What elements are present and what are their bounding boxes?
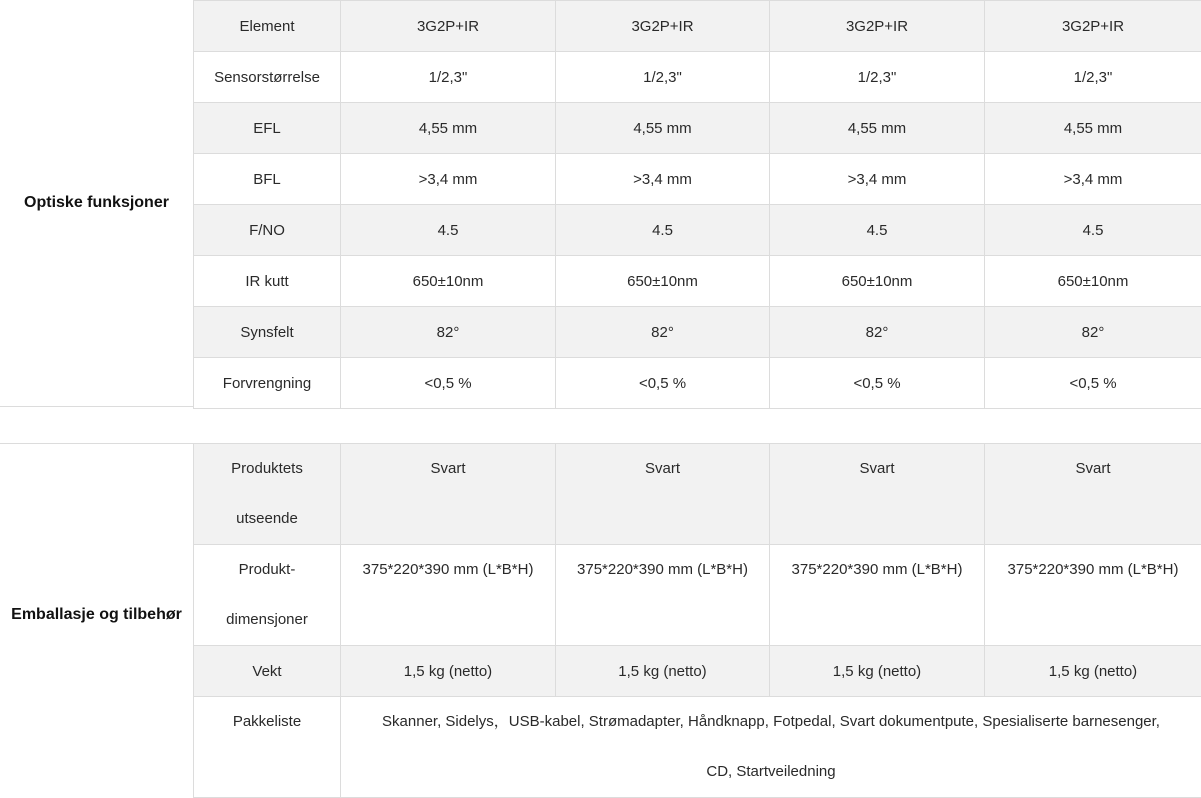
row-label-line: Produkt- [194,545,340,595]
row-label: Synsfelt [194,307,341,358]
table-row [194,52,1201,103]
table-cell: 3G2P+IR [556,1,770,52]
row-label: Sensorstørrelse [194,52,341,103]
table-cell: 3G2P+IR [985,1,1201,52]
table-row [194,444,1201,545]
package-list-line: CD, Startveiledning [345,747,1197,797]
table-cell: 1,5 kg (netto) [985,646,1201,697]
table-cell: 3G2P+IR [341,1,556,52]
table-cell: <0,5 % [985,358,1201,409]
table-cell: 82° [985,307,1201,358]
table-cell: >3,4 mm [341,154,556,205]
table-cell: 3G2P+IR [770,1,985,52]
table-row [194,1,1201,52]
row-label: F/NO [194,205,341,256]
table-row [194,256,1201,307]
row-label: Element [194,1,341,52]
table-cell: 650±10nm [985,256,1201,307]
table-cell: 1,5 kg (netto) [341,646,556,697]
table-cell: 82° [341,307,556,358]
table-row [194,103,1201,154]
table-cell: 82° [770,307,985,358]
table-row [194,154,1201,205]
table-cell: <0,5 % [556,358,770,409]
table-row [194,358,1201,409]
table-cell: 1/2,3" [985,52,1201,103]
table-row [194,307,1201,358]
table-cell: 1/2,3" [341,52,556,103]
table-cell: 375*220*390 mm (L*B*H) [556,545,770,646]
table-cell: 1,5 kg (netto) [556,646,770,697]
table-cell: >3,4 mm [556,154,770,205]
table-cell: 4.5 [341,205,556,256]
table-cell: Svart [985,444,1201,545]
table-row [194,646,1201,697]
row-label [194,545,341,646]
package-list-line: Skanner, Sidelys，USB-kabel, Strømadapter, Håndknapp, Fotpedal, Svart dokumentpute, Spesialiserte barnesenger, [345,697,1197,747]
table-cell: 650±10nm [341,256,556,307]
table-cell: >3,4 mm [985,154,1201,205]
optical-spec-table [193,0,1201,409]
packaging-spec-table [193,443,1201,798]
section-divider [0,406,193,407]
package-list-cell [341,697,1201,798]
table-row [194,697,1201,798]
table-cell: 1/2,3" [770,52,985,103]
row-label: IR kutt [194,256,341,307]
row-label: EFL [194,103,341,154]
table-cell: Svart [341,444,556,545]
table-cell: Svart [556,444,770,545]
table-cell: <0,5 % [770,358,985,409]
row-label: Vekt [194,646,341,697]
table-cell: 650±10nm [770,256,985,307]
table-row [194,205,1201,256]
table-cell: 1/2,3" [556,52,770,103]
table-cell: 82° [556,307,770,358]
table-cell: 1,5 kg (netto) [770,646,985,697]
row-label-line: dimensjoner [194,595,340,645]
table-cell: Svart [770,444,985,545]
row-label-line: utseende [194,494,340,544]
table-cell: 375*220*390 mm (L*B*H) [341,545,556,646]
table-cell: 4,55 mm [341,103,556,154]
table-cell: 375*220*390 mm (L*B*H) [985,545,1201,646]
section-label-optical: Optiske funksjoner [0,0,193,406]
table-cell: 4,55 mm [556,103,770,154]
row-label: Forvrengning [194,358,341,409]
section-label-packaging: Emballasje og tilbehør [0,443,193,786]
table-cell: 4.5 [556,205,770,256]
row-label-line: Produktets [194,444,340,494]
row-label: Pakkeliste [194,697,341,798]
table-cell: >3,4 mm [770,154,985,205]
table-row [194,545,1201,646]
row-label: BFL [194,154,341,205]
table-cell: 4,55 mm [770,103,985,154]
table-cell: 375*220*390 mm (L*B*H) [770,545,985,646]
table-cell: <0,5 % [341,358,556,409]
row-label [194,444,341,545]
table-cell: 4.5 [770,205,985,256]
table-cell: 650±10nm [556,256,770,307]
table-cell: 4.5 [985,205,1201,256]
table-cell: 4,55 mm [985,103,1201,154]
